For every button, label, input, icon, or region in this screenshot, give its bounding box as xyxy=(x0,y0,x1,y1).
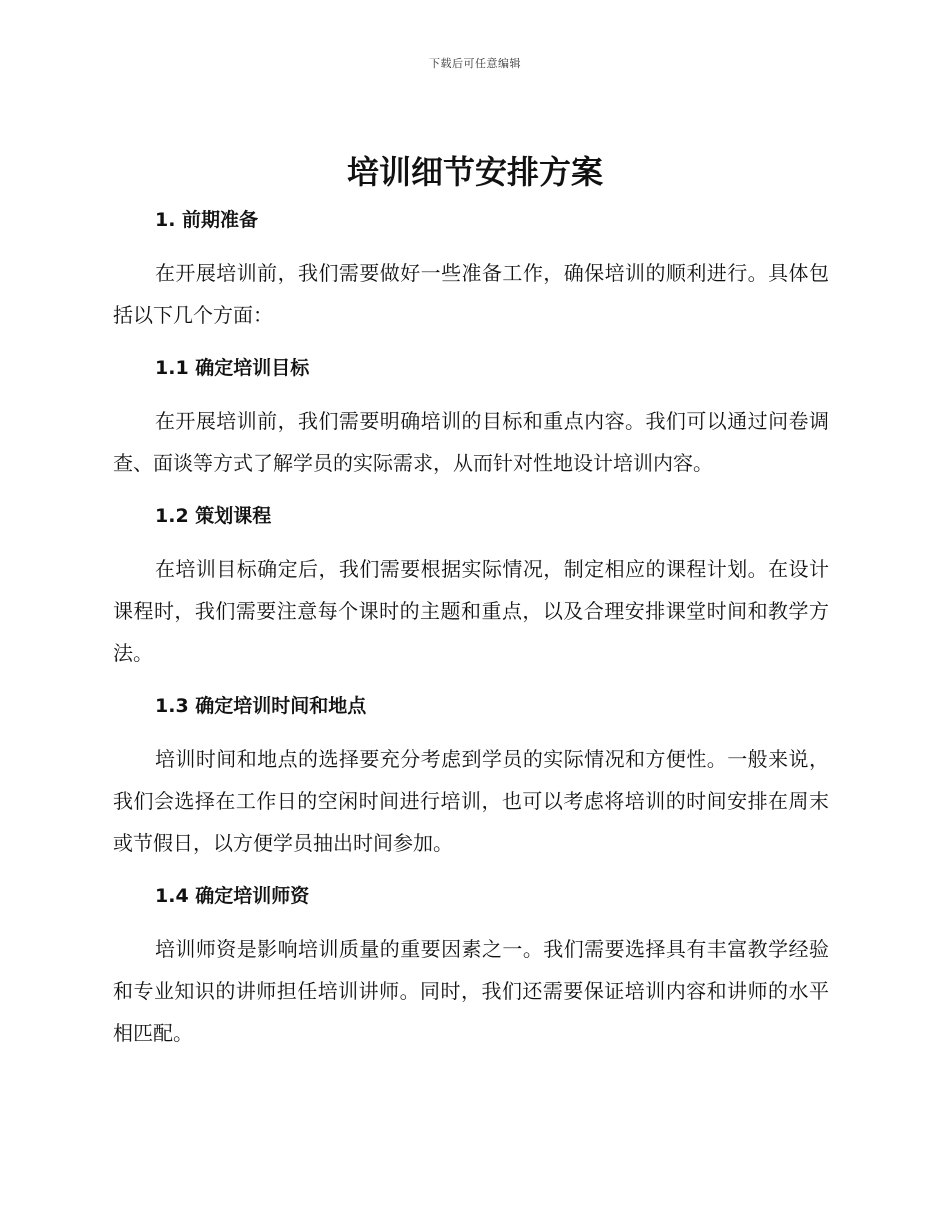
subsection-paragraph-1-1: 在开展培训前，我们需要明确培训的目标和重点内容。我们可以通过问卷调查、面谈等方式了解学员的实际需求，从而针对性地设计培训内容。 xyxy=(113,409,829,475)
section-intro-paragraph: 在开展培训前，我们需要做好一些准备工作，确保培训的顺利进行。具体包括以下几个方面： xyxy=(113,261,829,327)
subsection-heading-1-1: 1.1 确定培训目标 xyxy=(155,357,310,379)
subsection-heading-1-3: 1.3 确定培训时间和地点 xyxy=(155,695,367,717)
section-heading: 1. 前期准备 xyxy=(155,209,259,231)
document-title: 培训细节安排方案 xyxy=(346,153,603,191)
subsection-paragraph-1-4: 培训师资是影响培训质量的重要因素之一。我们需要选择具有丰富教学经验和专业知识的讲师担任培训讲师。同时，我们还需要保证培训内容和讲师的水平相匹配。 xyxy=(113,937,829,1045)
subsection-heading-1-4: 1.4 确定培训师资 xyxy=(155,885,310,907)
subsection-paragraph-1-3: 培训时间和地点的选择要充分考虑到学员的实际情况和方便性。一般来说，我们会选择在工作日的空闲时间进行培训，也可以考虑将培训的时间安排在周末或节假日，以方便学员抽出时间参加。 xyxy=(113,747,829,855)
subsection-heading-1-2: 1.2 策划课程 xyxy=(155,505,272,527)
subsection-paragraph-1-2: 在培训目标确定后，我们需要根据实际情况，制定相应的课程计划。在设计课程时，我们需要注意每个课时的主题和重点，以及合理安排课堂时间和教学方法。 xyxy=(113,557,829,665)
page-header-note: 下载后可任意编辑 xyxy=(429,57,521,70)
document-body xyxy=(113,198,829,1054)
